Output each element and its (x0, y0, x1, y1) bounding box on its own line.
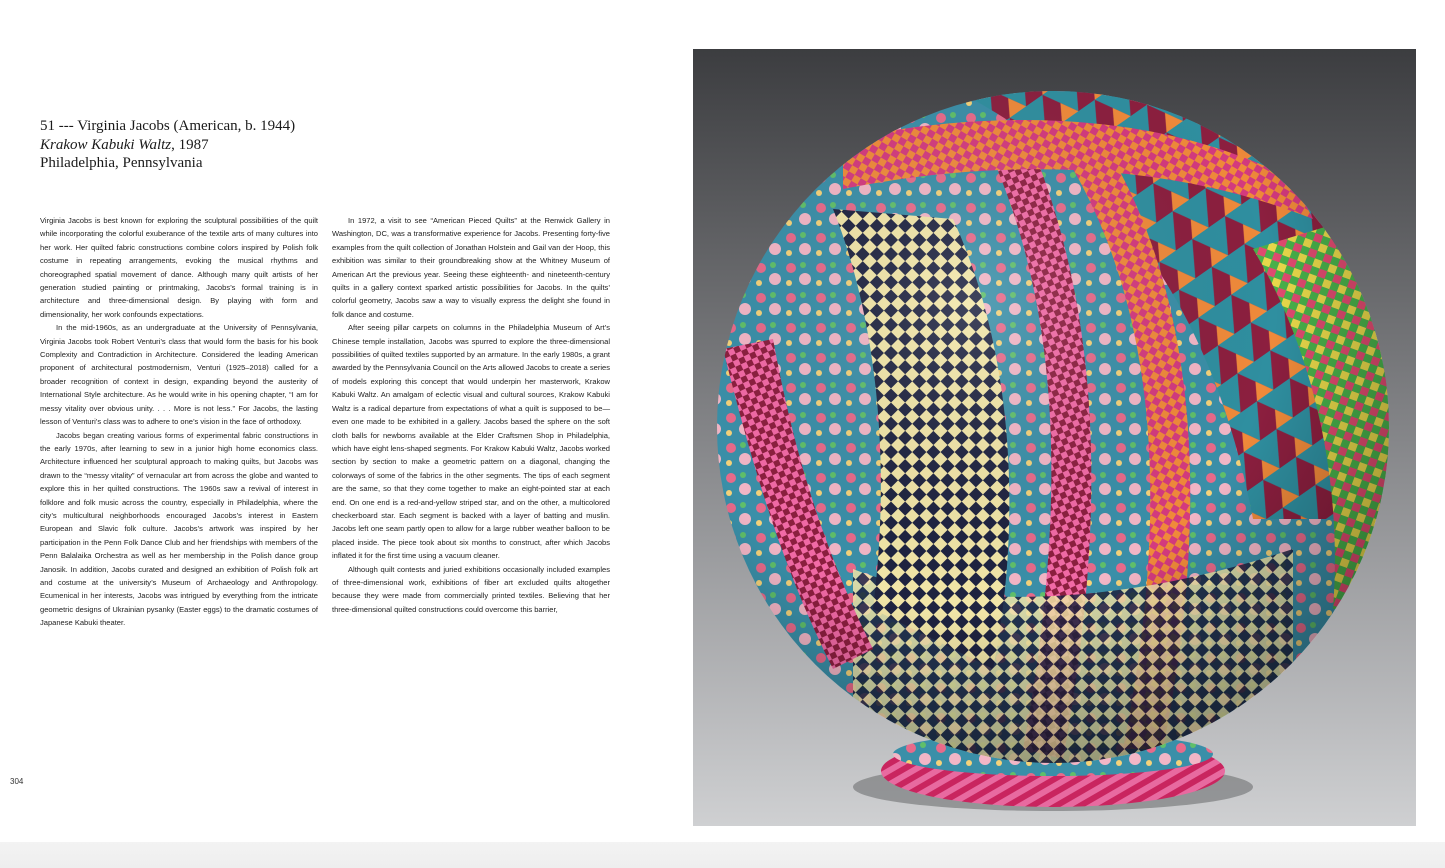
paragraph: Although quilt contests and juried exhibitions occasionally included examples of three-dimensional work, exhibitions of fiber art excluded quilts altogether because they were made from commercially printed textiles. Believing that her three-dimensional quilted constructions could overcome this barrier, (332, 564, 610, 614)
artist-line: 51 --- Virginia Jacobs (American, b. 1944) (40, 118, 296, 134)
page-number: 304 (10, 777, 24, 786)
quilt-sphere-image (693, 49, 1416, 826)
viewer-bottom-bar (0, 842, 1445, 868)
paragraph: Virginia Jacobs is best known for exploring the sculptural possibilities of the quilt while incorporating the colorful exuberance of the textile arts of many cultures into her work. Her quilted fabric constructions combine colors inspired by Polish folk costume in repeating arrangements, evoking the musical rhythms and choreographed spatial movement of dance. Although many quilt artists of her generation studied painting or printmaking, Jacobs’s formal training is in architecture and three-dimensional design. By playing with form and dimensionality, her work confounds expectations. (40, 216, 318, 319)
artwork-title-line (40, 136, 460, 155)
paragraph: In 1972, a visit to see “American Pieced Quilts” at the Renwick Gallery in Washington, DC, was a transformative experience for Jacobs. Presenting forty-five examples from the quilt collection of Jonathan Holstein and Gail van der Hoop, this exhibition was similar to their groundbreaking show at the Whitney Museum of American Art the previous year. Seeing these eighteenth- and nineteenth-century quilts in a gallery context sparked artistic possibilities for Jacobs. In the quilts’ colorful geometry, Jacobs saw a way to visually express the delight she found in folk dance and costume. (332, 216, 610, 319)
artwork-year: , 1987 (171, 136, 209, 153)
artwork-photograph (693, 49, 1416, 826)
artwork-title: Krakow Kabuki Waltz (40, 136, 172, 153)
artwork-heading (40, 117, 460, 173)
paragraph: Jacobs began creating various forms of experimental fabric constructions in the early 1970s, after learning to sew in a junior high home economics class. Architecture influenced her sculptural approach to making quilts, but Jacobs was drawn to the “messy vitality” of vernacular art from across the globe and wanted to explore this in her quilted constructions. The 1960s saw a revival of interest in folklore and folk music across the country, especially in Philadelphia, where the city’s multicultural neighborhoods encouraged Jacobs’s interest in Eastern European and Slavic folk culture. Jacobs’s artwork was inspired by her participation in the Penn Folk Dance Club and her friendships with members of the Penn Balalaika Orchestra as well as her membership in the Polish dance group Janosik. In addition, Jacobs curated and designed an exhibition of Polish folk art and costume at the university’s Museum of Archaeology and Anthropology. Ecumenical in her interests, Jacobs was intrigued by everything from the intricate geometric designs of Ukrainian pysanky (Easter eggs) to the dramatic costumes of Japanese Kabuki theater. (40, 430, 318, 628)
sphere-shading (717, 91, 1389, 763)
paragraph: After seeing pillar carpets on columns in the Philadelphia Museum of Art’s Chinese temple installation, Jacobs was spurred to explore the three-dimensional possibilities of quilted textiles supported by an armature. In the early 1980s, a grant awarded by the Pennsylvania Council on the Arts allowed Jacobs to create a series of models exploring this concept that would underpin her masterwork, Krakow Kabuki Waltz. An amalgam of eclectic visual and cultural sources, Krakow Kabuki Waltz is a radical departure from expectations of what a quilt is supposed to be—even one made to be exhibited in a gallery. Jacobs based the sphere on the soft cloth balls for newborns available at the Elder Craftsmen Shop in Philadelphia, which have eight lens-shaped segments. For Krakow Kabuki Waltz, Jacobs worked section by section to make a geometric pattern on a diagonal, changing the colorways of some of the fabrics in the other segments. The tips of each segment are the same, so that they come together to make an eight-pointed star at each end. On one end is a red-and-yellow striped star, and on the other, a multicolored checkerboard star. Each segment is backed with a layer of batting and muslin. Jacobs left one seam partly open to allow for a large rubber weather balloon to be placed inside. The piece took about six months to construct, after which Jacobs inflated it for the first time using a vacuum cleaner. (332, 323, 610, 561)
artwork-location: Philadelphia, Pennsylvania (40, 155, 203, 171)
text-column-left (40, 214, 318, 630)
text-column-right (332, 214, 610, 616)
paragraph: In the mid-1960s, as an undergraduate at the University of Pennsylvania, Virginia Jacobs took Robert Venturi’s class that would form the basis for his book Complexity and Contradiction in Architecture. Considered the leading American proponent of architectural postmodernism, Venturi (1925–2018) called for a broader recognition of context in design, expanding beyond the austerity of International Style architecture. As he would write in his opening chapter, “I am for messy vitality over obvious unity. . . . More is not less.” For Jacobs, the lasting lesson of Venturi’s class was to adhere to one’s vision in the face of orthodoxy. (40, 323, 318, 427)
